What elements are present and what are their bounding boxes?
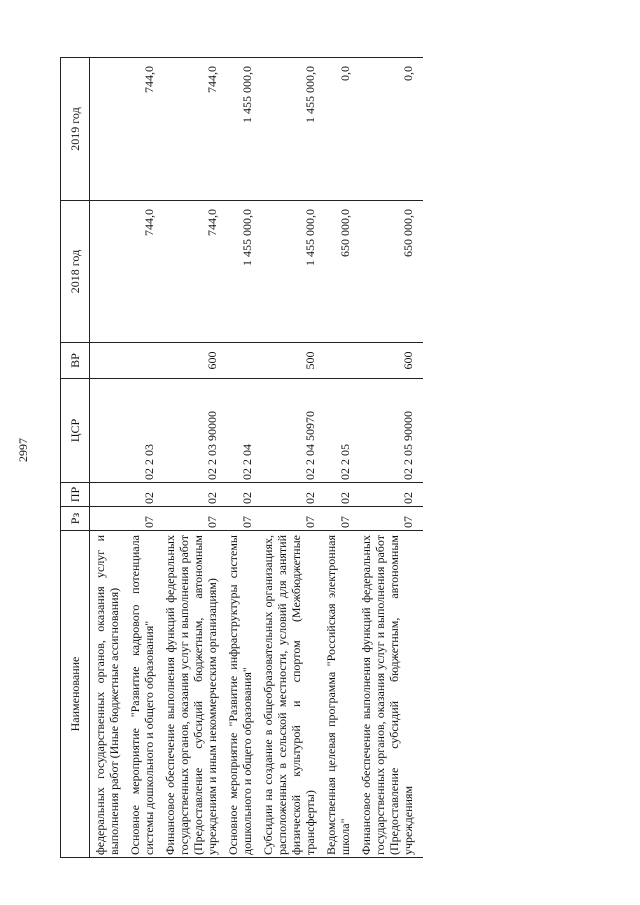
header-pr: ПР: [61, 483, 90, 507]
row-csr: 02 2 04: [223, 379, 258, 483]
row-name: федеральных государственных органов, оказания услуг и выполнения работ (Иные бюджетные ассигнования): [90, 531, 126, 858]
row-vr: [321, 343, 356, 379]
row-2018: 1 455 000,0: [223, 201, 258, 343]
row-vr: [90, 343, 126, 379]
row-2019: 0,0: [356, 58, 423, 201]
header-2019: 2019 год: [61, 58, 90, 201]
row-vr: 500: [258, 343, 321, 379]
row-name: Субсидии на создание в общеобразовательных организациях, расположенных в сельской местности, условий для занятий физической культурой и спортом (Межбюджетные трансферты): [258, 531, 321, 858]
row-pr: 02: [160, 483, 223, 507]
row-2018: 650 000,0: [356, 201, 423, 343]
row-vr: 600: [356, 343, 423, 379]
budget-table: [60, 57, 423, 858]
row-vr: [223, 343, 258, 379]
header-rz: Рз: [61, 507, 90, 531]
row-vr: 600: [160, 343, 223, 379]
page-number: 2997: [16, 438, 30, 462]
row-pr: 02: [223, 483, 258, 507]
row-2018: 1 455 000,0: [258, 201, 321, 343]
row-name: Финансовое обеспечение выполнения функций федеральных государственных органов, оказания услуг и выполнения работ (Предоставление субсидий бюджетным, автономным учреждениям: [356, 531, 423, 858]
header-2018: 2018 год: [61, 201, 90, 343]
row-2019: 1 455 000,0: [258, 58, 321, 201]
table-row: [356, 58, 423, 858]
table-row: [125, 58, 160, 858]
row-rz: 07: [356, 507, 423, 531]
row-pr: 02: [258, 483, 321, 507]
row-csr: [90, 379, 126, 483]
table-row: [223, 58, 258, 858]
row-rz: 07: [258, 507, 321, 531]
row-rz: 07: [223, 507, 258, 531]
row-name: Финансовое обеспечение выполнения функций федеральных государственных органов, оказания услуг и выполнения работ (Предоставление субсидий бюджетным, автономным учреждениям и иным некоммерческим организациям): [160, 531, 223, 858]
rotated-table-container: [60, 58, 613, 858]
row-csr: 02 2 03 90000: [160, 379, 223, 483]
row-2018: 650 000,0: [321, 201, 356, 343]
row-name: Основное мероприятие "Развитие инфраструктуры системы дошкольного и общего образования": [223, 531, 258, 858]
row-name: Ведомственная целевая программа "Российская электронная школа": [321, 531, 356, 858]
row-rz: 07: [160, 507, 223, 531]
row-2019: 1 455 000,0: [223, 58, 258, 201]
header-name: Наименование: [61, 531, 90, 858]
row-pr: 02: [356, 483, 423, 507]
row-rz: 07: [125, 507, 160, 531]
row-2019: 0,0: [321, 58, 356, 201]
row-csr: 02 2 05 90000: [356, 379, 423, 483]
table-row: [258, 58, 321, 858]
header-vr: ВР: [61, 343, 90, 379]
row-2019: 744,0: [160, 58, 223, 201]
row-vr: [125, 343, 160, 379]
row-csr: 02 2 04 50970: [258, 379, 321, 483]
row-2019: [90, 58, 126, 201]
row-csr: 02 2 03: [125, 379, 160, 483]
table-row: [160, 58, 223, 858]
table-header-row: [61, 58, 90, 858]
row-csr: 02 2 05: [321, 379, 356, 483]
row-name: Основное мероприятие "Развитие кадрового потенциала системы дошкольного и общего образования": [125, 531, 160, 858]
row-2018: 744,0: [125, 201, 160, 343]
row-pr: 02: [321, 483, 356, 507]
row-2018: 744,0: [160, 201, 223, 343]
row-rz: 07: [321, 507, 356, 531]
table-row: [321, 58, 356, 858]
table-row: [90, 58, 126, 858]
row-2018: [90, 201, 126, 343]
header-csr: ЦСР: [61, 379, 90, 483]
row-pr: 02: [125, 483, 160, 507]
row-2019: 744,0: [125, 58, 160, 201]
row-pr: [90, 483, 126, 507]
row-rz: [90, 507, 126, 531]
